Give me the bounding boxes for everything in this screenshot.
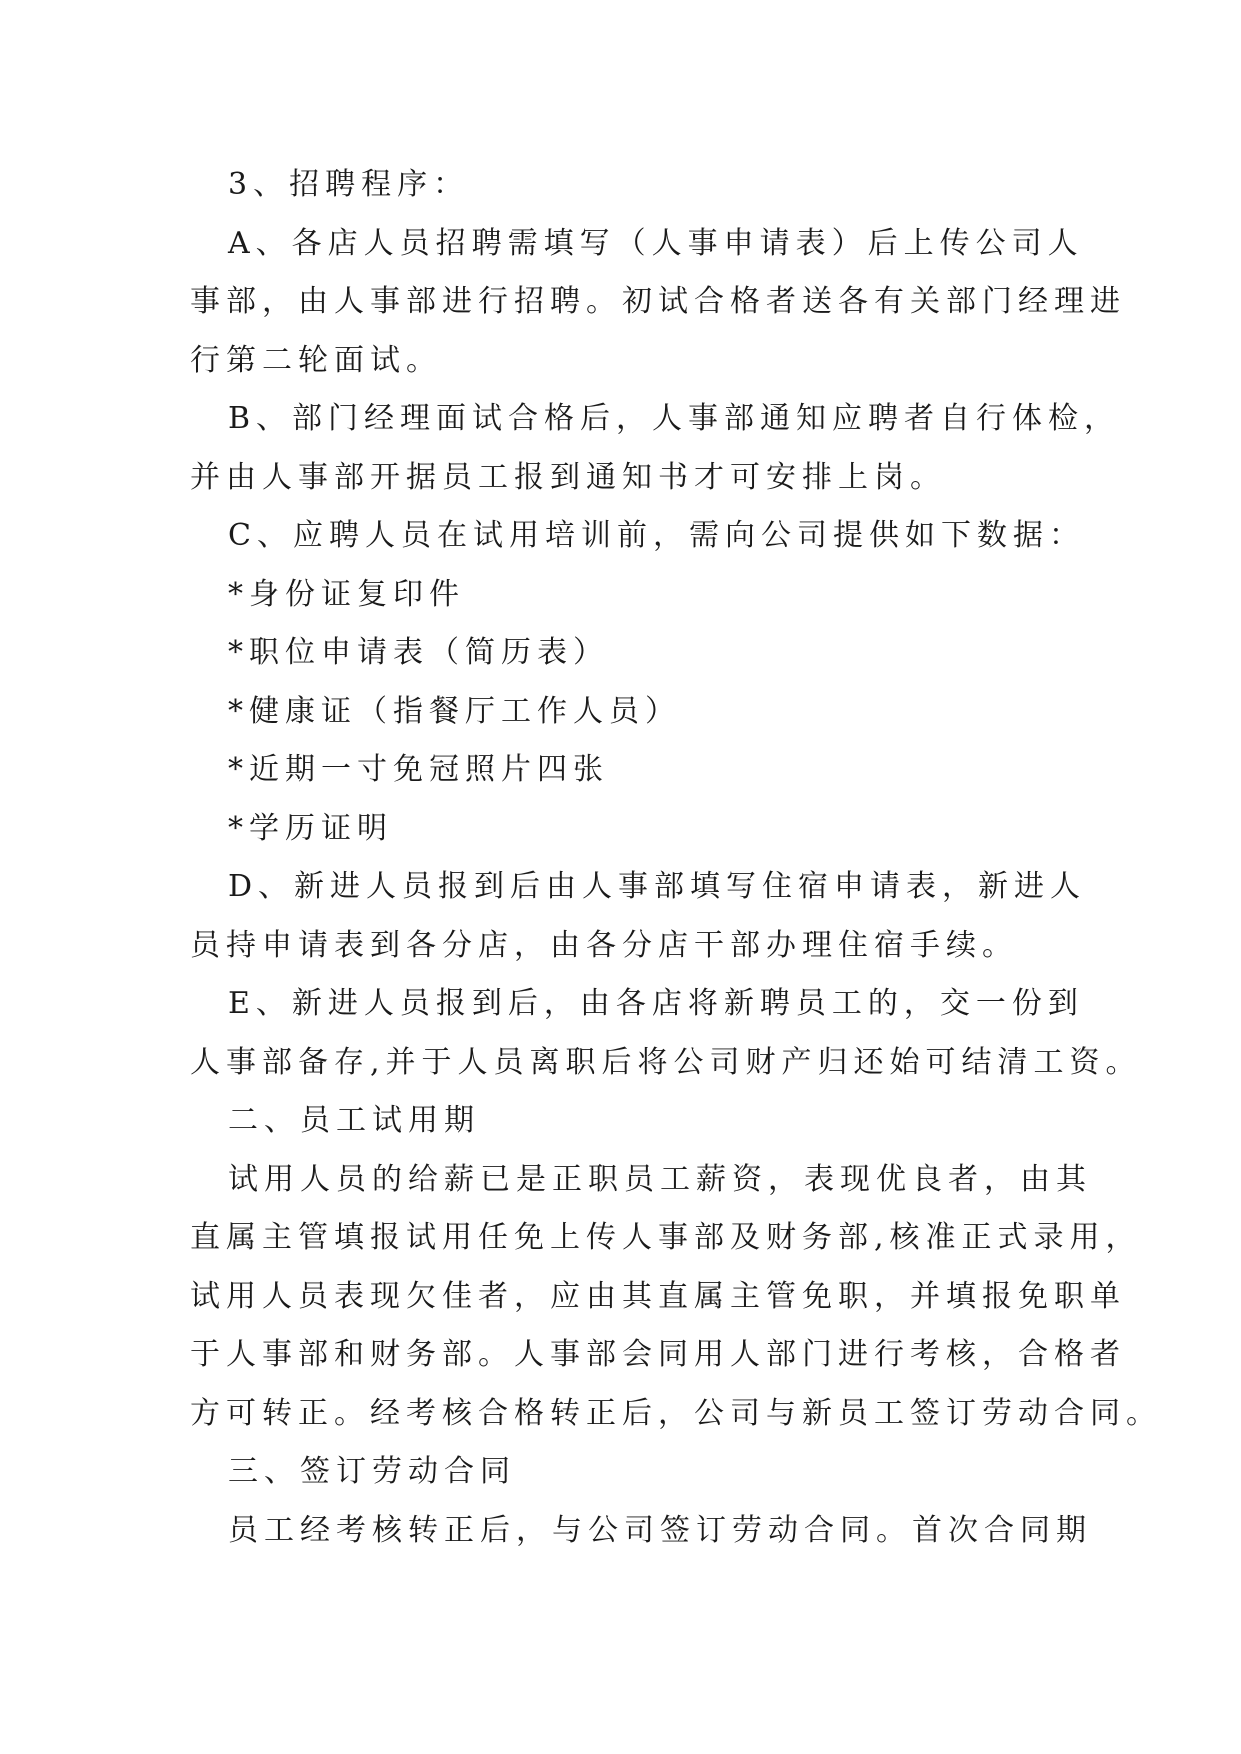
paragraph [190, 1502, 1092, 1561]
text-line: *健康证（指餐厅工作人员） [228, 693, 681, 729]
paragraph [190, 1443, 1050, 1502]
text-line: E、新进人员报到后，由各店将新聘员工的，交一份到 [228, 986, 1084, 1021]
text-line: 事部，由人事部进行招聘。初试合格者送各有关部门经理进 [190, 284, 1126, 319]
text-line: C、应聘人员在试用培训前，需向公司提供如下数据： [228, 518, 1085, 553]
paragraph [190, 156, 1050, 215]
text-line: 3、招聘程序： [228, 167, 470, 202]
text-line: 二、员工试用期 [228, 1103, 480, 1138]
paragraph [190, 741, 1050, 800]
text-line: D、新进人员报到后由人事部填写住宿申请表，新进人 [228, 869, 1087, 904]
text-line: 员持申请表到各分店，由各分店干部办理住宿手续。 [190, 927, 1018, 963]
paragraph [190, 507, 1085, 566]
paragraph [190, 800, 1050, 859]
paragraph [190, 1151, 1162, 1444]
text-line: A、各店人员招聘需填写（人事申请表）后上传公司人 [228, 225, 1084, 261]
paragraph [190, 215, 1126, 391]
text-line: 行第二轮面试。 [190, 342, 442, 378]
paragraph [190, 975, 1142, 1092]
text-line: *身份证复印件 [228, 576, 465, 612]
document-body [190, 156, 1162, 1560]
text-line: B、部门经理面试合格后，人事部通知应聘者自行体检， [228, 401, 1121, 436]
text-line: 三、签订劳动合同 [228, 1454, 516, 1489]
text-line: 试用人员的给薪已是正职员工薪资，表现优良者，由其 [228, 1161, 1092, 1197]
text-line: *学历证明 [228, 810, 393, 846]
text-line: *近期一寸免冠照片四张 [228, 752, 609, 787]
text-line: *职位申请表（简历表） [228, 635, 609, 670]
paragraph [190, 858, 1087, 975]
text-line: 员工经考核转正后，与公司签订劳动合同。首次合同期 [228, 1512, 1092, 1548]
paragraph [190, 566, 1050, 625]
paragraph [190, 390, 1121, 507]
text-line: 直属主管填报试用任免上传人事部及财务部,核准正式录用， [190, 1220, 1142, 1255]
text-line: 方可转正。经考核合格转正后，公司与新员工签订劳动合同。 [190, 1395, 1162, 1431]
paragraph [190, 624, 1050, 683]
paragraph [190, 1092, 1050, 1151]
text-line: 试用人员表现欠佳者，应由其直属主管免职，并填报免职单 [190, 1278, 1126, 1314]
text-line: 于人事部和财务部。人事部会同用人部门进行考核，合格者 [190, 1337, 1126, 1372]
paragraph [190, 683, 1050, 742]
text-line: 并由人事部开据员工报到通知书才可安排上岗。 [190, 459, 946, 495]
text-line: 人事部备存,并于人员离职后将公司财产归还始可结清工资。 [190, 1044, 1142, 1080]
